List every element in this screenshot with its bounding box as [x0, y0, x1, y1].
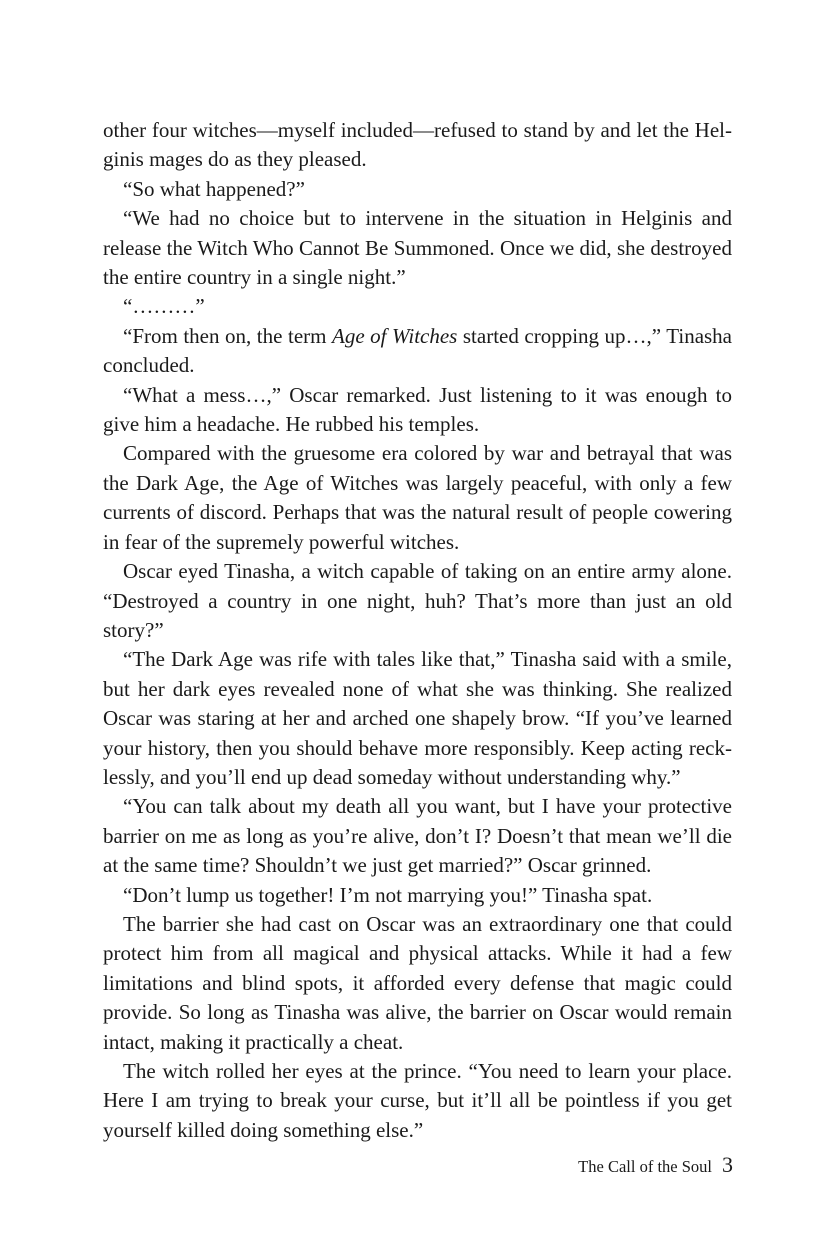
paragraph: “We had no choice but to intervene in the situation in Helginis and release the Witch Who Cannot Be Summoned. Once we did, she destroyed the entire country in a single night.” — [103, 206, 732, 290]
running-title: The Call of the Soul — [578, 1157, 712, 1176]
paragraph: The barrier she had cast on Oscar was an extraordinary one that could protect him from all magical and physical attacks. While it had a few limitations and blind spots, it afforded every defense that magic could provide. So long as Tinasha was alive, the barrier on Oscar would remain intact, making it practically a cheat. — [103, 911, 732, 1054]
page-body — [103, 116, 732, 1145]
paragraph: “Don’t lump us together! I’m not marrying you!” Tinasha spat. — [123, 882, 653, 907]
paragraph: “So what happened?” — [123, 176, 305, 201]
italic-term: Age of Witches — [332, 323, 458, 348]
paragraph: Compared with the gruesome era colored by war and betrayal that was the Dark Age, the Age of Witches was largely peaceful, with only a few currents of discord. Perhaps that was the natural result of people cowering in fear of the supremely powerful witches. — [103, 441, 732, 554]
text-run: started cropping up…,” Tinasha concluded. — [103, 323, 733, 378]
text-run: “From then on, the term — [123, 323, 332, 348]
paragraph: The witch rolled her eyes at the prince. “You need to learn your place. Here I am trying to break your curse, but it’ll all be pointless if you get yourself killed doing something else.” — [103, 1059, 732, 1142]
paragraph: “What a mess…,” Oscar remarked. Just listening to it was enough to give him a headache. He rubbed his temples. — [103, 382, 732, 437]
page-number: 3 — [722, 1152, 733, 1177]
paragraph: Oscar eyed Tinasha, a witch capable of taking on an entire army alone. “Destroyed a country in one night, huh? That’s more than just an old story?” — [103, 559, 732, 642]
paragraph: “The Dark Age was rife with tales like that,” Tinasha said with a smile, but her dark eyes revealed none of what she was thinking. She realized Oscar was staring at her and arched one shapely brow. “If you’ve learned your history, then you should behave more responsibly. Keep acting recklessly, and you’ll end up dead someday without understanding why.” — [103, 647, 732, 789]
paragraph-continued: other four witches—myself included—refused to stand by and let the Helginis mages do as they pleased. — [103, 118, 732, 172]
paragraph-ellipsis: “………” — [123, 294, 205, 319]
page-footer — [578, 1152, 733, 1178]
paragraph — [103, 322, 732, 381]
paragraph: “You can talk about my death all you want, but I have your protective barrier on me as long as you’re alive, don’t I? Doesn’t that mean we’ll die at the same time? Shouldn’t we just get married?” Oscar grinned. — [103, 794, 732, 878]
